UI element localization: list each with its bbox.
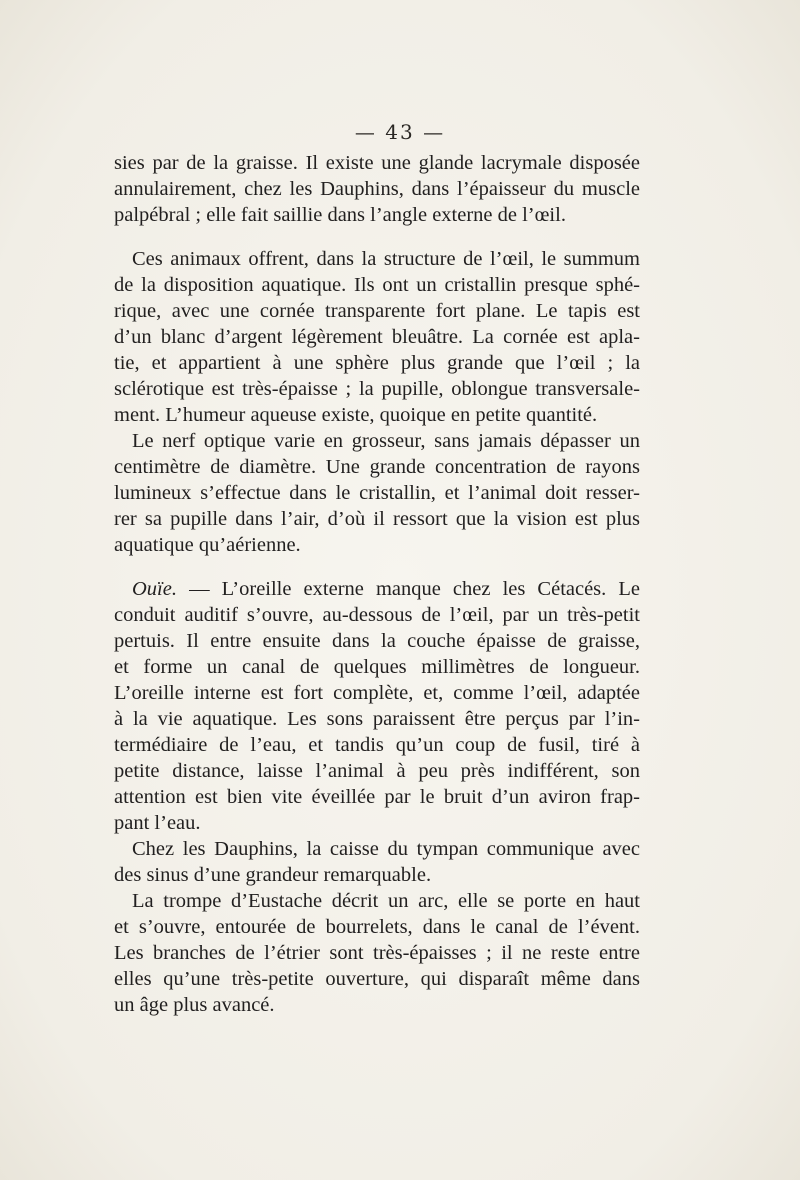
text-line: d’un blanc d’argent légèrement bleuâtre. La cornée est apla- — [114, 326, 640, 348]
text-line: sies par de la graisse. Il existe une glande lacrymale disposée — [114, 152, 640, 174]
text-line: pertuis. Il entre ensuite dans la couche épaisse de graisse, — [114, 630, 640, 652]
text-line: rer sa pupille dans l’air, d’où il ressort que la vision est plus — [114, 508, 640, 530]
text-line: de la disposition aquatique. Ils ont un cristallin presque sphé- — [114, 274, 640, 296]
paragraph-5 — [114, 836, 640, 888]
text-line: tie, et appartient à une sphère plus grande que l’œil ; la — [114, 352, 640, 374]
paragraph-4 — [114, 576, 640, 836]
text-line: sclérotique est très-épaisse ; la pupille, oblongue transversale- — [114, 378, 640, 400]
text-line: lumineux s’effectue dans le cristallin, et l’animal doit resser- — [114, 482, 640, 504]
text-line: et s’ouvre, entourée de bourrelets, dans le canal de l’évent. — [114, 916, 640, 938]
text-line: pant l’eau. — [114, 812, 201, 834]
text-fragment: — L’oreille externe manque chez les Cétacés. Le — [176, 578, 640, 600]
text-line: petite distance, laisse l’animal à peu près indifférent, son — [114, 760, 640, 782]
text-line: annulairement, chez les Dauphins, dans l’épaisseur du muscle — [114, 178, 640, 200]
text-line: palpébral ; elle fait saillie dans l’angle externe de l’œil. — [114, 204, 566, 226]
paragraph-3 — [114, 428, 640, 558]
text-line: La trompe d’Eustache décrit un arc, elle se porte en haut — [132, 890, 640, 912]
text-line — [114, 576, 640, 602]
text-line: L’oreille interne est fort complète, et, comme l’œil, adaptée — [114, 682, 640, 704]
text-line: conduit auditif s’ouvre, au-dessous de l’œil, par un très-petit — [114, 604, 640, 626]
text-line: Le nerf optique varie en grosseur, sans jamais dépasser un — [132, 430, 640, 452]
text-line: attention est bien vite éveillée par le bruit d’un aviron frap- — [114, 786, 640, 808]
text-line: un âge plus avancé. — [114, 994, 275, 1016]
text-line: à la vie aquatique. Les sons paraissent être perçus par l’in- — [114, 708, 640, 730]
paragraph-2 — [114, 246, 640, 428]
text-line: Ces animaux offrent, dans la structure de l’œil, le summum — [132, 248, 640, 270]
text-line: des sinus d’une grandeur remarquable. — [114, 864, 432, 886]
body-text — [114, 150, 640, 1018]
text-line: centimètre de diamètre. Une grande concentration de rayons — [114, 456, 640, 478]
text-line: aquatique qu’aérienne. — [114, 534, 301, 556]
text-line: elles qu’une très-petite ouverture, qui disparaît même dans — [114, 968, 640, 990]
page-number: — 43 — — [354, 120, 446, 144]
paragraph-6 — [114, 888, 640, 1018]
text-line: termédiaire de l’eau, et tandis qu’un coup de fusil, tiré à — [114, 734, 640, 756]
paragraph-1 — [114, 150, 640, 228]
text-line: Chez les Dauphins, la caisse du tympan communique avec — [132, 838, 640, 860]
text-line: Les branches de l’étrier sont très-épaisses ; il ne reste entre — [114, 942, 640, 964]
text-line: rique, avec une cornée transparente fort plane. Le tapis est — [114, 300, 640, 322]
section-rubric: Ouïe. — [132, 578, 177, 600]
text-line: ment. L’humeur aqueuse existe, quoique en petite quantité. — [114, 404, 598, 426]
text-line: et forme un canal de quelques millimètres de longueur. — [114, 656, 640, 678]
